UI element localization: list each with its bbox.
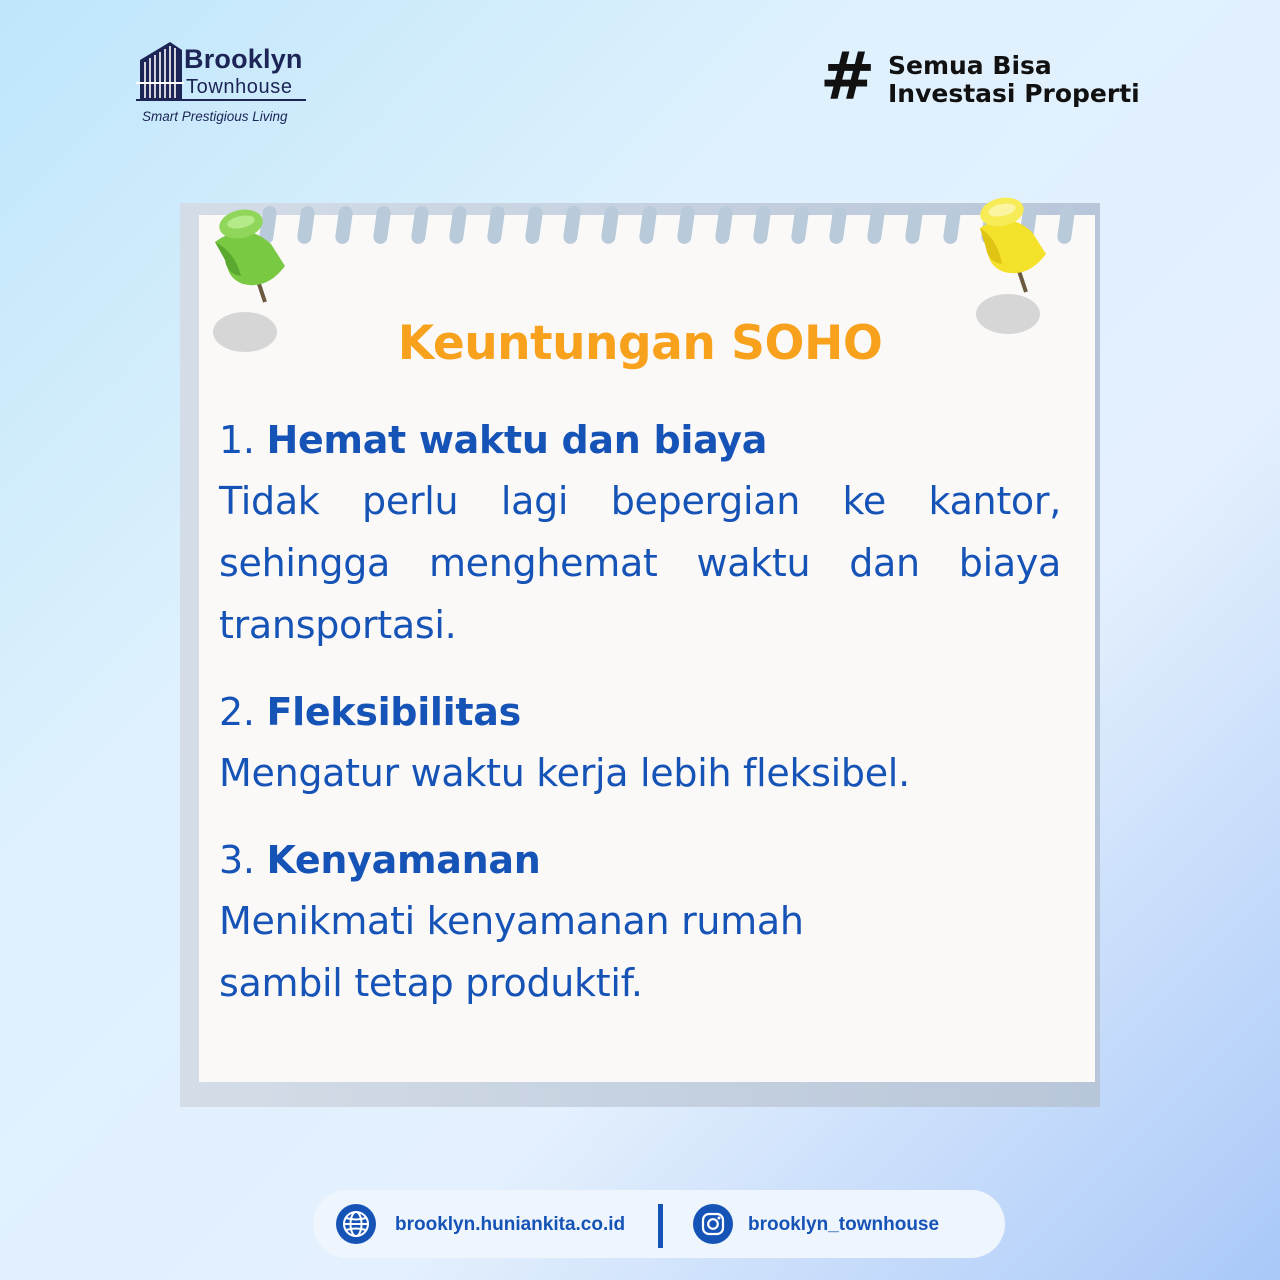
hashtag-line-1: Semua Bisa — [888, 51, 1052, 80]
contact-footer — [313, 1190, 1005, 1258]
hashtag-slogan — [820, 38, 1160, 120]
benefit-heading-2 — [219, 686, 1061, 738]
benefit-number-2: 2. — [219, 690, 255, 734]
benefit-description-3-line-1: Menikmati kenyamanan rumah — [219, 899, 804, 943]
benefit-description-3-line-2: sambil tetap produktif. — [219, 961, 643, 1005]
spiral-binding — [199, 200, 1095, 250]
building-logo-icon — [136, 42, 184, 100]
benefit-description-2: Mengatur waktu kerja lebih fleksibel. — [219, 751, 910, 795]
benefit-title-2: Fleksibilitas — [266, 690, 521, 734]
brand-logo — [136, 40, 336, 130]
brand-underline — [136, 99, 306, 101]
benefit-heading-1 — [219, 414, 1061, 466]
benefit-number-3: 3. — [219, 838, 255, 882]
globe-icon — [336, 1204, 376, 1244]
benefit-item-2 — [219, 686, 1061, 804]
benefit-description-1: Tidak perlu lagi bepergian ke kantor, sehingga menghemat waktu dan biaya transportasi. — [219, 479, 1061, 647]
benefit-title-3: Kenyamanan — [266, 838, 541, 882]
benefit-description-3 — [219, 890, 1061, 1014]
brand-name: Brooklyn — [184, 44, 303, 74]
hashtag-icon: # — [820, 38, 876, 115]
hashtag-line-2: Investasi Properti — [888, 79, 1140, 108]
benefit-item-3 — [219, 834, 1061, 1014]
benefit-item-1 — [219, 414, 1061, 656]
note-title: Keuntungan SOHO — [397, 316, 883, 371]
brand-subname: Townhouse — [186, 76, 293, 98]
benefit-heading-3 — [219, 834, 1061, 886]
benefit-title-1: Hemat waktu dan biaya — [266, 418, 768, 462]
benefit-number-1: 1. — [219, 418, 255, 462]
instagram-link[interactable]: brooklyn_townhouse — [748, 1214, 940, 1235]
brand-tagline: Smart Prestigious Living — [142, 109, 288, 124]
website-link[interactable]: brooklyn.huniankita.co.id — [395, 1214, 626, 1235]
footer-divider — [658, 1204, 663, 1248]
instagram-icon — [693, 1204, 733, 1244]
